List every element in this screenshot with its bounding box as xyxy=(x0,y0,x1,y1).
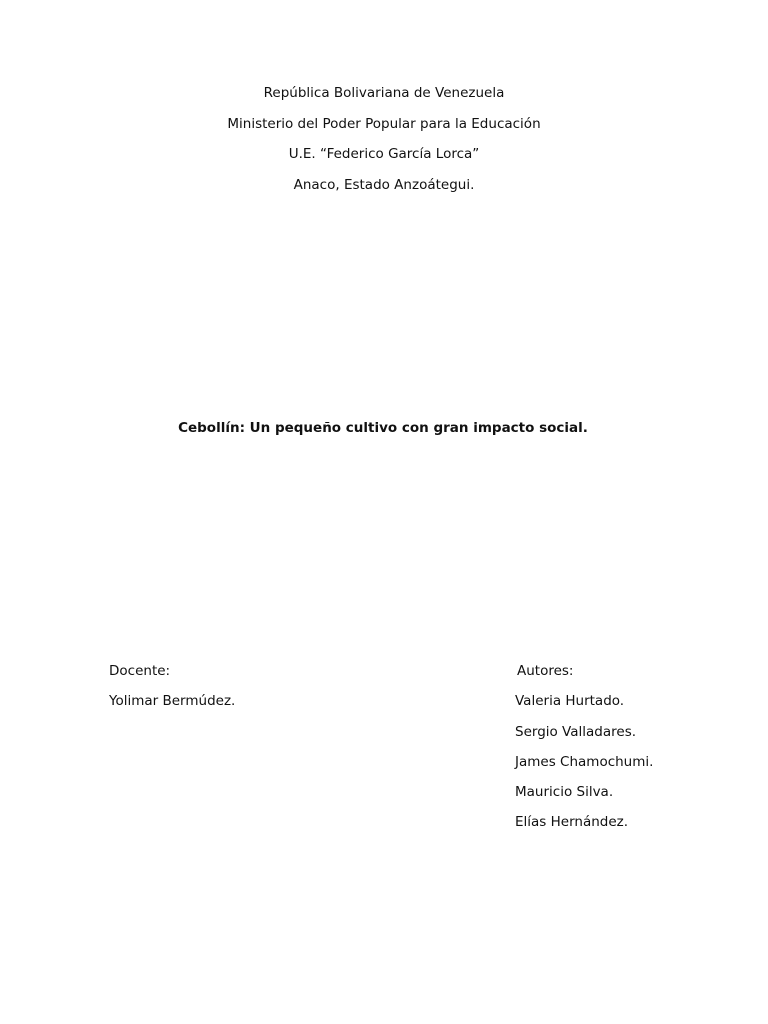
autor-name: Mauricio Silva. xyxy=(515,784,614,801)
autor-name: Sergio Valladares. xyxy=(515,723,637,740)
docente-section xyxy=(109,662,235,723)
autor-name: Elías Hernández. xyxy=(515,814,629,831)
docente-name: Yolimar Bermúdez. xyxy=(109,693,236,710)
header-location: Anaco, Estado Anzoátegui. xyxy=(293,176,475,193)
header-ministry: Ministerio del Poder Popular para la Educación xyxy=(227,115,541,132)
autores-section xyxy=(515,662,653,844)
document-title: Cebollín: Un pequeño cultivo con gran impacto social. xyxy=(178,420,588,436)
autores-label: Autores: xyxy=(517,663,574,679)
autor-name: James Chamochumi. xyxy=(515,753,654,770)
docente-label: Docente: xyxy=(109,663,171,679)
institution-header xyxy=(0,84,768,206)
header-country: República Bolivariana de Venezuela xyxy=(263,85,505,101)
header-school: U.E. “Federico García Lorca” xyxy=(288,146,480,162)
autor-name: Valeria Hurtado. xyxy=(515,693,625,710)
